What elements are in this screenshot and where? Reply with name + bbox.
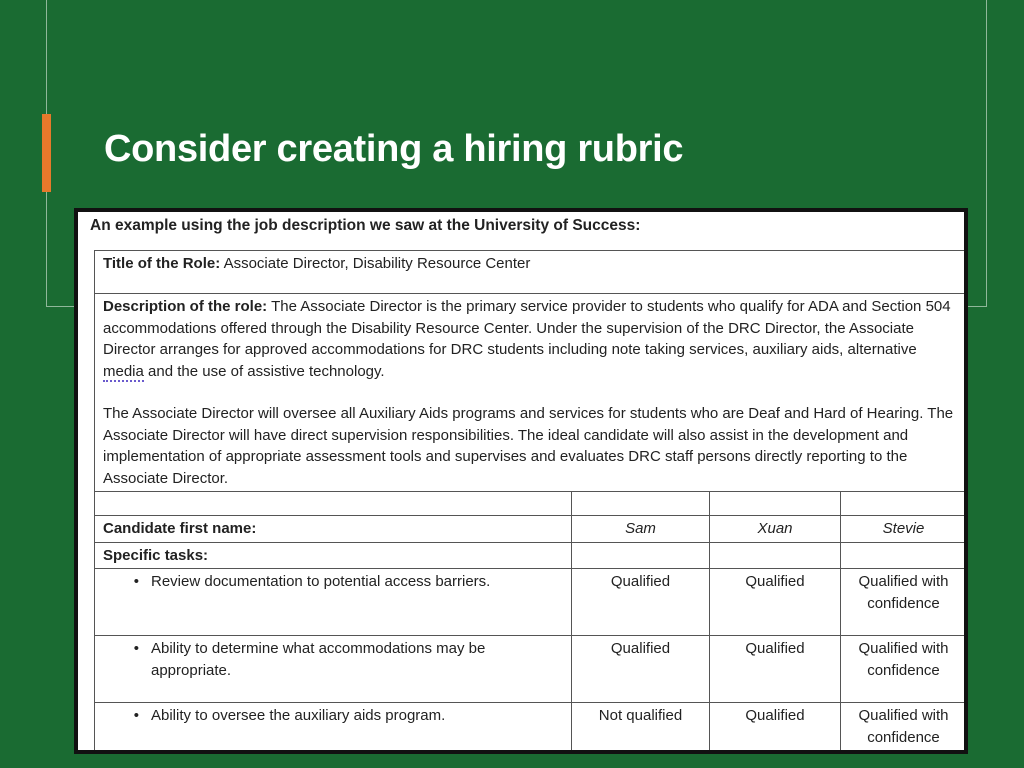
specific-tasks-label: Specific tasks: [95, 542, 572, 569]
role-description-row [95, 294, 967, 492]
bullet-icon: • [133, 640, 139, 657]
description-text-b: and the use of assistive technology. [148, 362, 385, 380]
document-intro: An example using the job description we saw at the University of Success: [90, 217, 641, 234]
description-text-a: The Associate Director is the primary service provider to students who qualify for ADA and Section 504 accommodations offered through the Disability Resource Center. Under the supervision of the DRC Director, the Associate Director arranges for approved accommodations for DRC students including note taking services, auxiliary aids, alternative [103, 298, 951, 358]
rating-cell: Qualified with confidence [841, 636, 967, 703]
task-row [95, 636, 967, 703]
rating-cell: Not qualified [572, 703, 710, 755]
task-row [95, 569, 967, 636]
description-paragraph-2: The Associate Director will oversee all Auxiliary Aids programs and services for students who are Deaf and Hard of Hearing. The Associate Director will have direct supervision responsibilities. The ideal candidate will also assist in the development and implementation of appropriate assessment tools and supervises and evaluates DRC staff persons directly reporting to the Associate Director. [103, 405, 954, 487]
bullet-icon: • [133, 573, 139, 590]
specific-tasks-row [95, 542, 967, 569]
title-accent-bar [42, 114, 51, 192]
role-title-value: Associate Director, Disability Resource Center [223, 255, 531, 272]
candidate-name: Xuan [710, 516, 841, 543]
rubric-document [74, 208, 968, 754]
blank-row [95, 492, 967, 516]
candidate-header-row [95, 516, 967, 543]
rating-cell: Qualified [572, 636, 710, 703]
task-text: Ability to oversee the auxiliary aids program. [151, 707, 446, 724]
rubric-table [94, 250, 967, 754]
bullet-icon: • [133, 707, 139, 724]
spellcheck-word: media [103, 362, 144, 380]
role-title-row [95, 251, 967, 294]
role-title-label: Title of the Role: [103, 255, 221, 272]
slide-title: Consider creating a hiring rubric [104, 128, 684, 170]
rating-cell: Qualified [572, 569, 710, 636]
description-paragraph-1 [103, 296, 958, 382]
rating-cell: Qualified [710, 569, 841, 636]
candidate-label: Candidate first name: [95, 516, 572, 543]
description-label: Description of the role: [103, 298, 268, 315]
rating-cell: Qualified [710, 703, 841, 755]
task-row [95, 703, 967, 755]
rating-cell: Qualified with confidence [841, 569, 967, 636]
task-text: Ability to determine what accommodations may be appropriate. [151, 640, 486, 679]
rating-cell: Qualified with confidence [841, 703, 967, 755]
rating-cell: Qualified [710, 636, 841, 703]
candidate-name: Stevie [841, 516, 967, 543]
task-text: Review documentation to potential access barriers. [151, 573, 491, 590]
candidate-name: Sam [572, 516, 710, 543]
